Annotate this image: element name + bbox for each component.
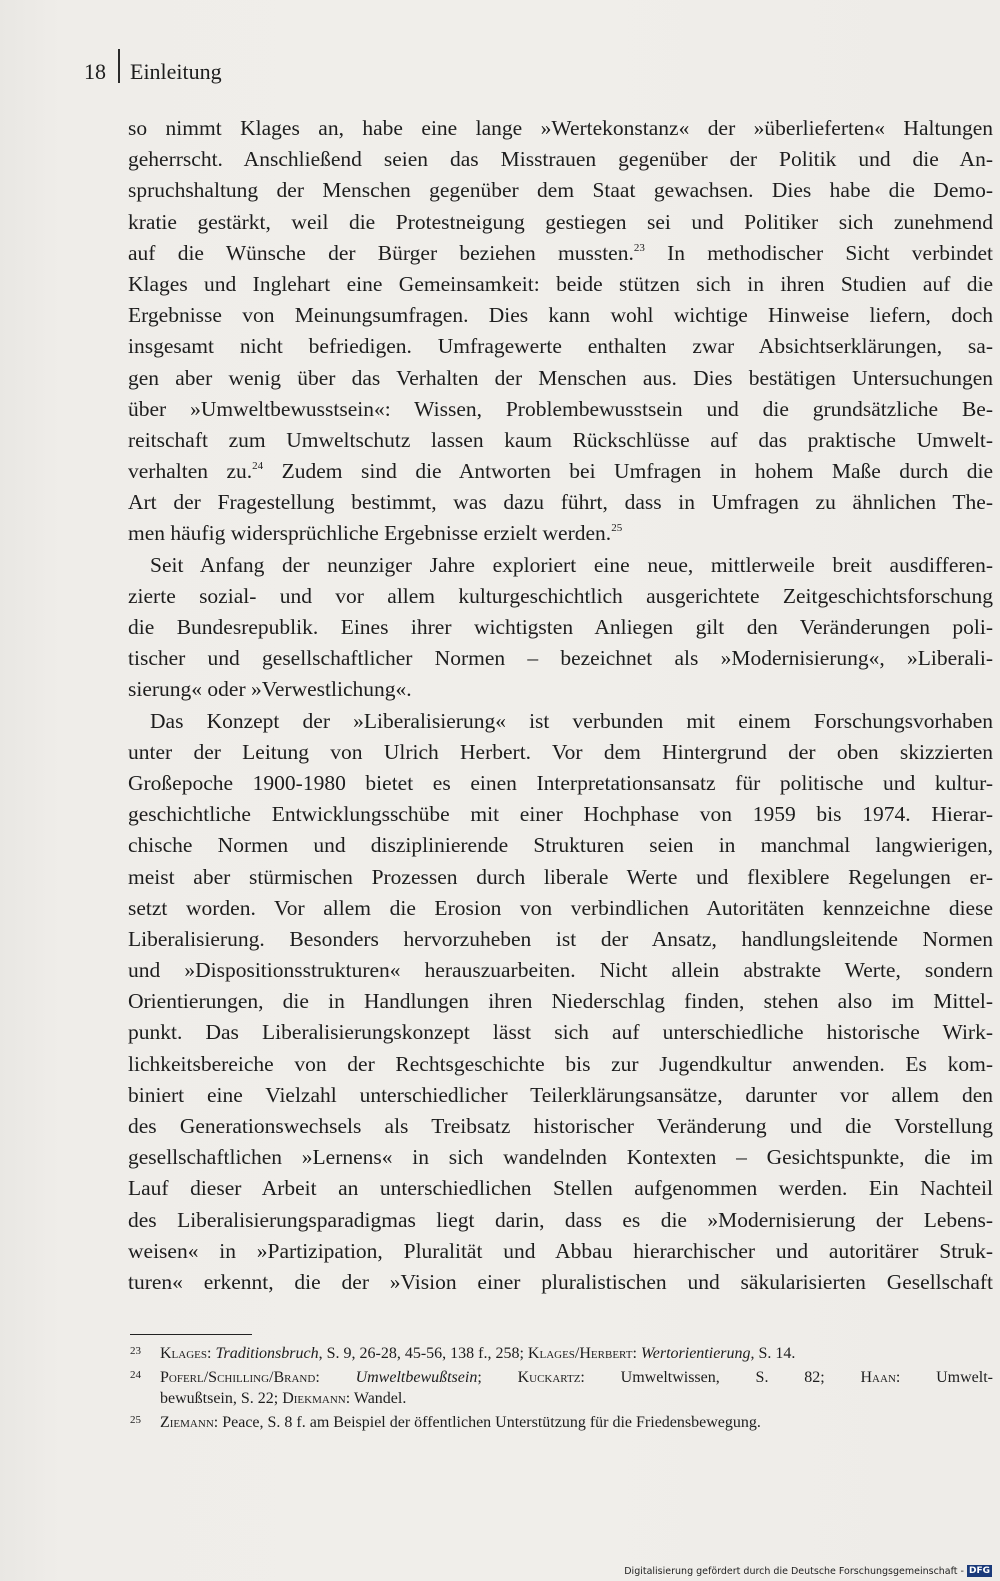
text-line: kratie gestärkt, weil die Protestneigung gestiegen sei und Politiker sich zunehmend bbox=[128, 209, 993, 234]
text-line: verhalten zu.$^{24}$ Zudem sind die Antworten bei Umfragen in hohem Maße durch die bbox=[128, 459, 994, 484]
footnote-25: 25 Ziemann: Peace, S. 8 f. am Beispiel der öffentlichen Unterstützung für die Friedensbewegung. bbox=[130, 1412, 993, 1433]
text-line: geschichtliche Entwicklungsschübe mit einer Hochphase von 1959 bis 1974. Hierar- bbox=[128, 802, 993, 827]
text-line: setzt worden. Vor allem die Erosion von verbindlichen Autoritäten kennzeichne diese bbox=[128, 895, 993, 920]
digitization-footer bbox=[624, 1565, 992, 1577]
header-divider bbox=[118, 49, 120, 83]
text-line: reitschaft zum Umweltschutz lassen kaum Rückschlüsse auf das praktische Umwelt- bbox=[128, 427, 993, 452]
text-line: tischer und gesellschaftlicher Normen – bezeichnet als »Modernisierung«, »Liberali- bbox=[128, 646, 993, 671]
text-line: zierte sozial- und vor allem kulturgeschichtlich ausgerichtete Zeitgeschichtsforschung bbox=[128, 583, 993, 608]
section-title: Einleitung bbox=[130, 59, 222, 84]
footnote-rule bbox=[130, 1334, 252, 1335]
text-line: des Generationswechsels als Treibsatz historischer Veränderung und die Vorstellung bbox=[128, 1114, 993, 1138]
running-header bbox=[84, 52, 222, 92]
text-line: insgesamt nicht befriedigen. Umfragewerte enthalten zwar Absichtserklärungen, sa- bbox=[128, 334, 993, 359]
text-line: lichkeitsbereiche von der Rechtsgeschichte bis zur Jugendkultur anwenden. Es kom- bbox=[128, 1051, 993, 1076]
footer-text: Digitalisierung gefördert durch die Deutsche Forschungsgemeinschaft - bbox=[624, 1565, 964, 1577]
text-line: so nimmt Klages an, habe eine lange »Wertekonstanz« der »überlieferten« Haltungen bbox=[128, 116, 993, 140]
footnote-24: 24 Poferl/Schilling/Brand: Umweltbewußtsein; Kuckartz: Umweltwissen, S. 82; Haan: Umwelt- bewußtsein, S. 22; Diekmann: Wandel. bbox=[130, 1367, 993, 1409]
text-line: Lauf dieser Arbeit an unterschiedlichen Stellen aufgenommen werden. Ein Nachteil bbox=[128, 1176, 993, 1201]
text-line: spruchshaltung der Menschen gegenüber dem Staat gewachsen. Dies habe die Demo- bbox=[128, 178, 993, 203]
text-line: unter der Leitung von Ulrich Herbert. Vor dem Hintergrund der oben skizzierten bbox=[128, 739, 993, 764]
text-line: Art der Fragestellung bestimmt, was dazu führt, dass in Umfragen zu ähnlichen The- bbox=[128, 490, 993, 515]
text-line: turen« erkennt, die der »Vision einer pluralistischen und säkularisierten Gesellschaft bbox=[128, 1269, 993, 1294]
text-line: auf die Wünsche der Bürger beziehen mussten.$^{23}$ In methodischer Sicht verbindet bbox=[128, 240, 993, 265]
footnote-number: 25 bbox=[130, 1414, 141, 1426]
text-line: biniert eine Vielzahl unterschiedlicher Teilerklärungsansätze, darunter vor allem den bbox=[128, 1082, 993, 1107]
page-number: 18 bbox=[84, 59, 106, 84]
footnote-ref-24[interactable]: 24 bbox=[252, 460, 264, 473]
text-line: chische Normen und disziplinierende Strukturen seien in manchmal langwierigen, bbox=[128, 833, 993, 858]
footnote-23: 23 Klages: Traditionsbruch, S. 9, 26-28, 45-56, 138 f., 258; Klages/Herbert: Wertorientierung, S. 14. bbox=[130, 1343, 993, 1364]
text-line: und »Dispositionsstrukturen« herauszuarbeiten. Nicht allein abstrakte Werte, sondern bbox=[128, 958, 993, 983]
footnote-ref-23[interactable]: 23 bbox=[633, 241, 645, 254]
text-line: weisen« in »Partizipation, Pluralität und Abbau hierarchischer und autoritärer Struk- bbox=[128, 1238, 993, 1263]
text-line: Seit Anfang der neunziger Jahre exploriert eine neue, mittlerweile breit ausdifferen- bbox=[150, 552, 993, 577]
body-text bbox=[128, 113, 993, 1298]
text-line: men häufig widersprüchliche Ergebnisse erzielt werden.$^{25}$ bbox=[128, 521, 623, 546]
text-line: Orientierungen, die in Handlungen ihren Niederschlag finden, stehen also im Mittel- bbox=[128, 989, 993, 1014]
footnotes bbox=[130, 1343, 993, 1433]
text-line: Großepoche 1900-1980 bietet es einen Interpretationsansatz für politische und kultur- bbox=[128, 770, 993, 795]
text-line: Ergebnisse von Meinungsumfragen. Dies kann wohl wichtige Hinweise liefern, doch bbox=[128, 303, 993, 328]
text-line: Das Konzept der »Liberalisierung« ist verbunden mit einem Forschungsvorhaben bbox=[150, 708, 993, 733]
text-line: die Bundesrepublik. Eines ihrer wichtigsten Anliegen gilt den Veränderungen poli- bbox=[128, 615, 993, 639]
text-line: Klages und Inglehart eine Gemeinsamkeit: beide stützen sich in ihren Studien auf die bbox=[128, 271, 993, 296]
text-line: geherrscht. Anschließend seien das Misstrauen gegenüber der Politik und die An- bbox=[128, 147, 993, 172]
text-line: über »Umweltbewusstsein«: Wissen, Problembewusstsein und die grundsätzliche Be- bbox=[128, 396, 993, 421]
text-line: gesellschaftlichen »Lernens« in sich wandelnden Kontexten – Gesichtspunkte, die im bbox=[128, 1145, 993, 1170]
text-line: punkt. Das Liberalisierungskonzept lässt sich auf unterschiedliche historische Wirk- bbox=[128, 1020, 993, 1045]
text-line: Liberalisierung. Besonders hervorzuheben ist der Ansatz, handlungsleitende Normen bbox=[128, 926, 993, 951]
text-line: sierung« oder »Verwestlichung«. bbox=[128, 677, 412, 702]
dfg-logo: DFG bbox=[968, 1566, 990, 1576]
footnote-number: 24 bbox=[130, 1369, 141, 1381]
footnote-number: 23 bbox=[130, 1345, 141, 1357]
text-line: des Liberalisierungsparadigmas liegt darin, dass es die »Modernisierung der Lebens- bbox=[128, 1207, 993, 1232]
text-line: gen aber wenig über das Verhalten der Menschen aus. Dies bestätigen Untersuchungen bbox=[128, 365, 993, 390]
footnote-ref-25[interactable]: 25 bbox=[611, 522, 623, 535]
text-line: meist aber stürmischen Prozessen durch liberale Werte und flexiblere Regelungen er- bbox=[128, 864, 993, 889]
